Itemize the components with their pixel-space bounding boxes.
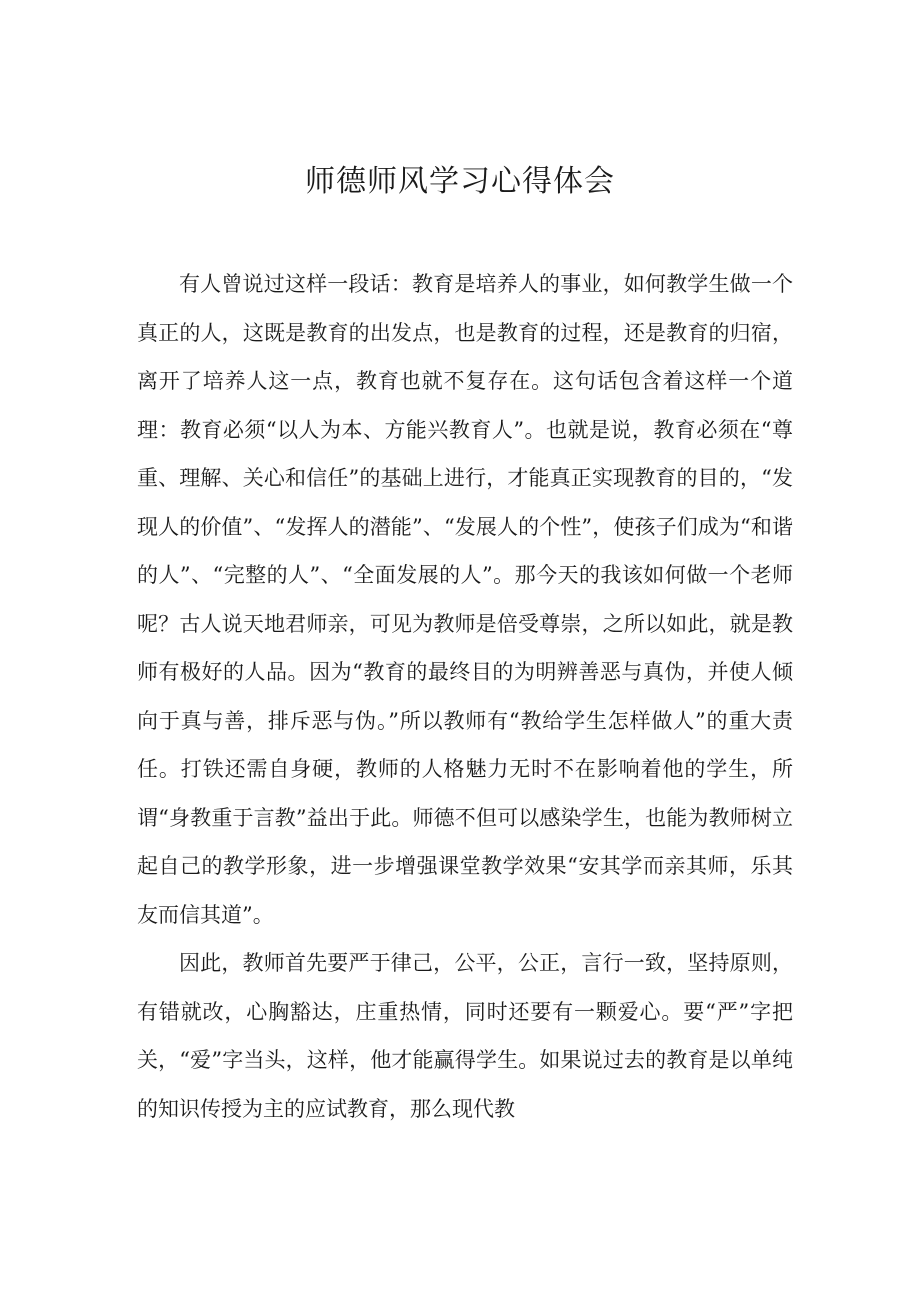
document-title: 师德师风学习心得体会	[305, 164, 615, 199]
document-body	[137, 260, 793, 1133]
paragraph-2: 因此，教师首先要严于律己，公平，公正，言行一致，坚持原则，有错就改，心胸豁达，庄重热情，同时还要有一颗爱心。要“严”字把关，“爱”字当头，这样，他才能赢得学生。如果说过去的教育是以单纯的知识传授为主的应试教育，那么现代教	[137, 951, 793, 1121]
paragraph-1: 有人曾说过这样一段话：教育是培养人的事业，如何教学生做一个真正的人，这既是教育的出发点，也是教育的过程，还是教育的归宿，离开了培养人这一点，教育也就不复存在。这句话包含着这样一个道理：教育必须“以人为本、方能兴教育人”。也就是说，教育必须在“尊重、理解、关心和信任”的基础上进行，才能真正实现教育的目的，“发现人的价值”、“发挥人的潜能”、“发展人的个性”，使孩子们成为“和谐的人”、“完整的人”、“全面发展的人”。那今天的我该如何做一个老师呢？古人说天地君师亲，可见为教师是倍受尊崇，之所以如此，就是教师有极好的人品。因为“教育的最终目的为明辨善恶与真伪，并使人倾向于真与善，排斥恶与伪。”所以教师有“教给学生怎样做人”的重大责任。打铁还需自身硬，教师的人格魅力无时不在影响着他的学生，所谓“身教重于言教”益出于此。师德不但可以感染学生，也能为教师树立起自己的教学形象，进一步增强课堂教学效果“安其学而亲其师，乐其友而信其道”。	[137, 272, 793, 927]
